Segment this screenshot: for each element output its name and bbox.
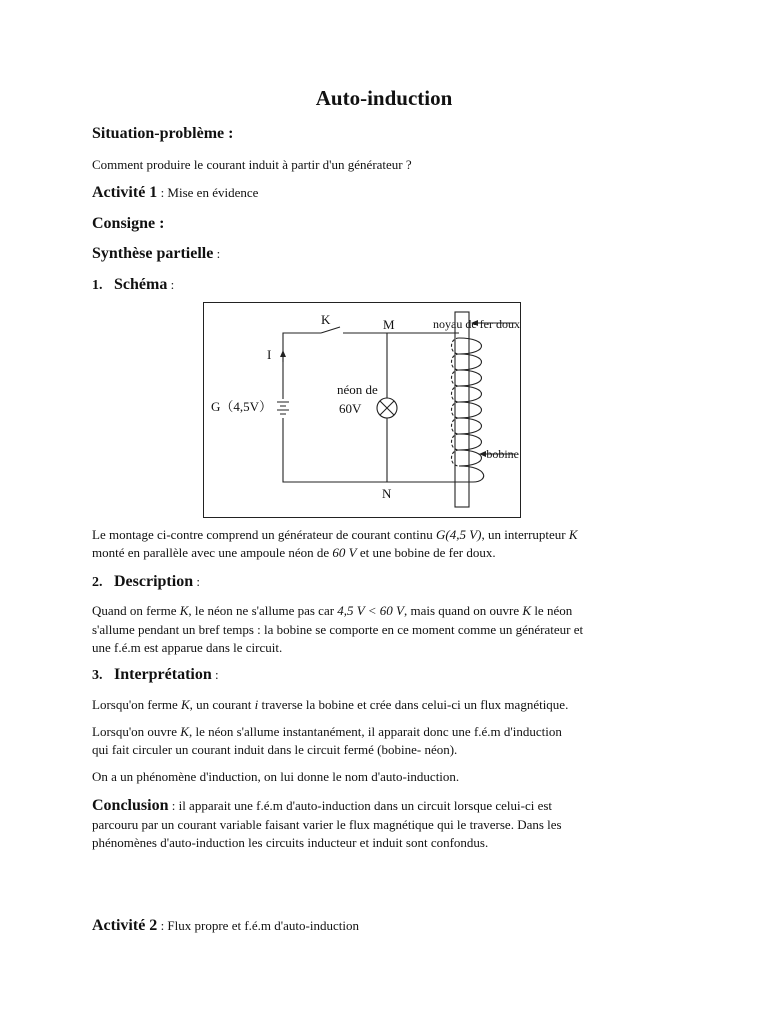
description-number: 2. xyxy=(92,575,103,590)
schema-number: 1. xyxy=(92,278,103,293)
schema-colon: : xyxy=(167,277,175,292)
switch-k xyxy=(321,327,340,333)
interpretation-heading: Interprétation xyxy=(114,666,212,683)
description-line xyxy=(92,573,200,591)
label-k: K xyxy=(321,312,331,327)
coil-pointer-head xyxy=(479,451,486,457)
interpretation-number: 3. xyxy=(92,668,103,683)
math-60v: 60 V xyxy=(332,545,357,560)
description-line-1: Quand on ferme K, le néon ne s'allume pas car 4,5 V < 60 V, mais quand on ouvre K le néon xyxy=(92,603,573,618)
description-colon: : xyxy=(193,574,200,589)
interpretation-p2-line-2: qui fait circuler un courant induit dans le circuit fermé (bobine- néon). xyxy=(92,742,458,757)
interpretation-colon: : xyxy=(211,667,219,682)
label-neon-1: néon de xyxy=(337,382,378,397)
description-line-3: une f.é.m est apparue dans le circuit. xyxy=(92,640,283,655)
schema-line xyxy=(92,276,174,294)
label-core: noyau de fer doux xyxy=(433,317,520,331)
math-k: K xyxy=(568,527,578,542)
activite2-label: : Flux propre et f.é.m d'auto-induction xyxy=(157,918,359,933)
conclusion-line-2: parcouru par un courant variable faisant varier le flux magnétique qui le traverse. Dans les xyxy=(92,817,562,832)
consigne-heading: Consigne : xyxy=(92,215,165,232)
interpretation-p1: Lorsqu'on ferme K, un courant i traverse la bobine et crée dans celui-ci un flux magnétique. xyxy=(92,697,569,712)
description-heading: Description xyxy=(114,573,194,590)
interpretation-p2-line-1: Lorsqu'on ouvre K, le néon s'allume instantanément, il apparait donc une f.é.m d'induction xyxy=(92,724,562,739)
activite2-line xyxy=(92,917,359,935)
iron-core xyxy=(455,312,469,507)
synthese-heading: Synthèse partielle xyxy=(92,245,214,262)
activite1-label: : Mise en évidence xyxy=(157,185,259,200)
situation-text: Comment produire le courant induit à partir d'un générateur ? xyxy=(92,157,412,172)
generator-symbol xyxy=(277,402,289,414)
math-generator: G(4,5 V) xyxy=(436,527,482,542)
circuit-diagram xyxy=(203,302,521,518)
schema-heading: Schéma xyxy=(114,276,168,293)
label-coil: bobine xyxy=(486,447,519,461)
synthese-line xyxy=(92,245,220,263)
interpretation-p3: On a un phénomène d'induction, on lui donne le nom d'auto-induction. xyxy=(92,769,460,784)
montage-line-2: monté en parallèle avec une ampoule néon de 60 V et une bobine de fer doux. xyxy=(92,545,496,560)
situation-heading: Situation-problème : xyxy=(92,125,234,142)
montage-line-1: Le montage ci-contre comprend un générateur de courant continu G(4,5 V), un interrupteur K xyxy=(92,527,578,542)
activite1-heading: Activité 1 xyxy=(92,184,158,201)
synthese-colon: : xyxy=(213,246,221,261)
activite1-line xyxy=(92,184,258,202)
label-n: N xyxy=(382,486,392,501)
wire-top-left xyxy=(283,333,321,399)
interpretation-line xyxy=(92,666,219,684)
neon-cross xyxy=(380,401,394,415)
page-title: Auto-induction xyxy=(315,86,453,110)
coil-front xyxy=(459,338,484,482)
label-generator: G（4,5V） xyxy=(211,399,273,414)
wire-bottom xyxy=(283,418,473,482)
label-i: I xyxy=(267,347,272,362)
activite2-heading: Activité 2 xyxy=(92,917,158,934)
conclusion-line-1: Conclusion : il apparait une f.é.m d'auto-induction dans un circuit lorsque celui-ci est xyxy=(92,797,553,814)
description-line-2: s'allume pendant un bref temps : la bobine se comporte en ce moment comme un générateur et xyxy=(92,622,584,637)
label-neon-2: 60V xyxy=(339,401,362,416)
current-arrow-head xyxy=(280,350,286,357)
conclusion-heading: Conclusion xyxy=(92,797,169,814)
conclusion-line-3: phénomènes d'auto-induction les circuits inducteur et induit sont confondus. xyxy=(92,835,489,850)
label-m: M xyxy=(383,317,395,332)
